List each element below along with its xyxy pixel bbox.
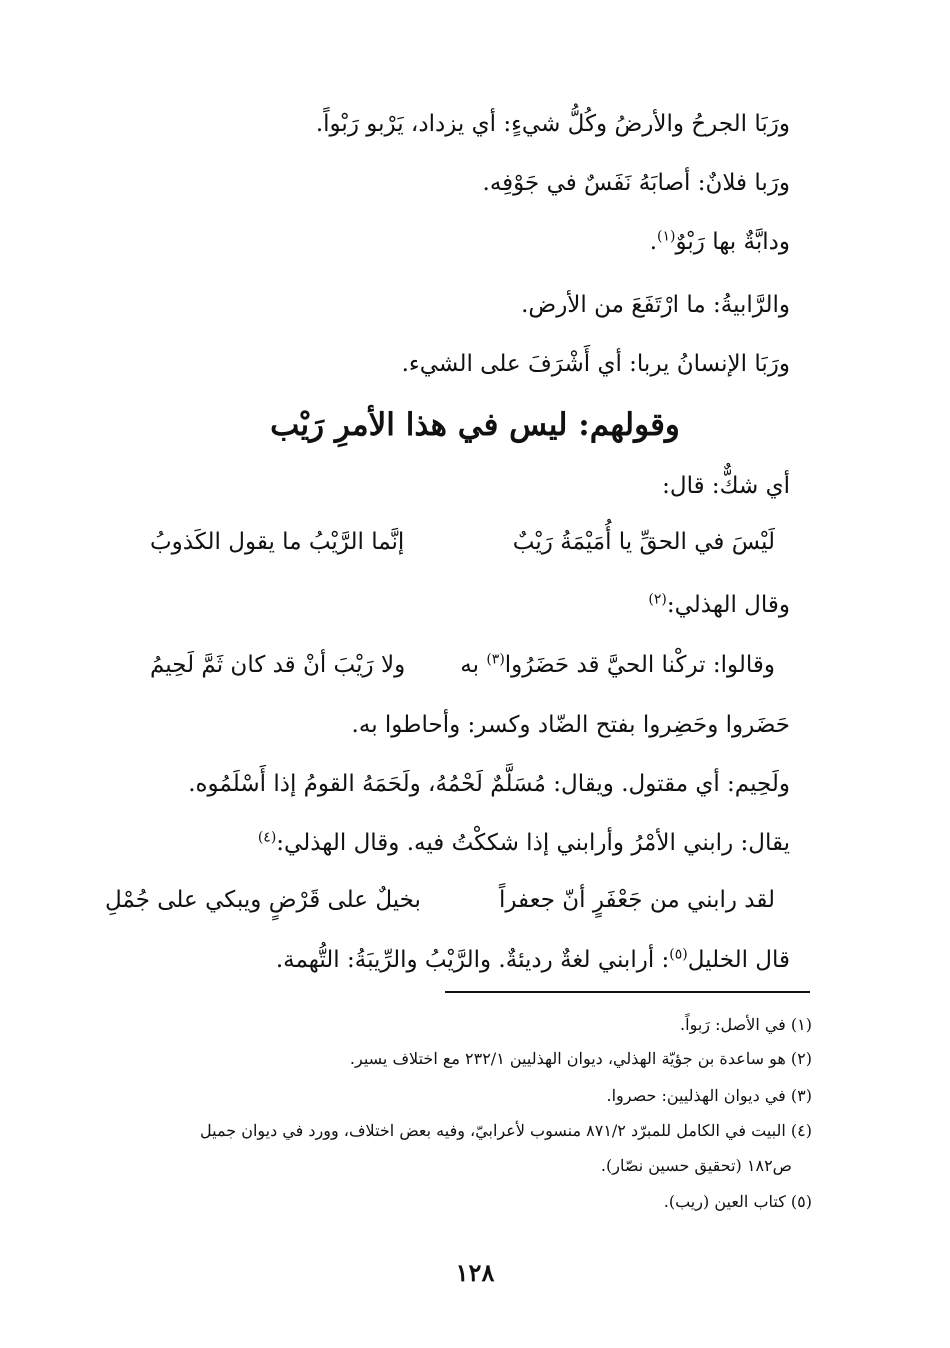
footnote-marker-5[interactable]: (٥) bbox=[669, 946, 688, 963]
footnote-4: (٤) البيت في الكامل للمبرّد ٨٧١/٢ منسوب لأعرابيّ، وفيه بعض اختلاف، وورد في ديوان جميل bbox=[200, 1121, 812, 1140]
footnote-1: (١) في الأصل: رَبواً. bbox=[680, 1015, 812, 1034]
footnote-2: (٢) هو ساعدة بن جؤيّة الهذلي، ديوان الهذليين ٢٣٢/١ مع اختلاف يسير. bbox=[349, 1049, 812, 1068]
text-line-5: ورَبَا الإنسانُ يربا: أي أَشْرَفَ على الشيء. bbox=[401, 351, 790, 377]
verse-2 bbox=[150, 645, 775, 685]
footnote-marker-4[interactable]: (٤) bbox=[257, 829, 277, 846]
verse-2-first-hemistich-end: به bbox=[460, 652, 479, 678]
verse-2-first-hemistich bbox=[460, 645, 775, 685]
footnote-marker-1[interactable]: (١) bbox=[657, 228, 676, 245]
text-line-2: ورَبا فلانٌ: أصابَهُ نَفَسٌ في جَوْفِه. bbox=[482, 170, 790, 196]
verse-1 bbox=[150, 522, 775, 562]
verse-3-first-hemistich: لقد رابني من جَعْفَرٍ أنّ جعفراً bbox=[498, 887, 775, 913]
text-line-4: والرَّابيةُ: ما ارْتَفَعَ من الأرض. bbox=[521, 292, 790, 318]
verse-1-first-hemistich: لَيْسَ في الحقِّ يا أُمَيْمَةُ رَيْبٌ bbox=[512, 529, 775, 555]
khalil-line bbox=[80, 940, 790, 980]
footnote-5: (٥) كتاب العين (ريب). bbox=[663, 1192, 812, 1211]
footnote-marker-3[interactable]: (٣) bbox=[486, 651, 505, 668]
khalil-line-start: قال الخليل bbox=[687, 947, 790, 973]
gloss-line-3 bbox=[80, 823, 790, 863]
text-line-3-end: . bbox=[649, 229, 658, 255]
verse-2-first-hemistich-text: وقالوا: تركْنا الحيَّ قد حَضَرُوا bbox=[504, 652, 775, 678]
verse-1-second-hemistich: إنَّما الرَّيْبُ ما يقول الكَذوبُ bbox=[150, 529, 405, 555]
footnote-3: (٣) في ديوان الهذليين: حصروا. bbox=[606, 1086, 812, 1105]
gloss-line-2: ولَحِيم: أي مقتول. ويقال: مُسَلَّمٌ لَحْمُهُ، ولَحَمَهُ القومُ إذا أَسْلَمُوه. bbox=[188, 771, 790, 797]
khalil-line-end: : أرابني لغةٌ رديئةٌ. والرَّيْبُ والرِّيبَةُ: التُّهمة. bbox=[275, 947, 670, 973]
section-heading: وقولهم: ليس في هذا الأمرِ رَيْب bbox=[270, 407, 680, 443]
page-number: ١٢٨ bbox=[455, 1258, 495, 1287]
hudhali-intro-line bbox=[80, 585, 790, 625]
text-line-3 bbox=[80, 222, 790, 262]
intro-line: أي شكٌّ: قال: bbox=[662, 473, 790, 499]
gloss-line-3-text: يقال: رابني الأمْرُ وأرابني إذا شككْتُ فيه. وقال الهذلي: bbox=[276, 830, 790, 856]
verse-3 bbox=[105, 880, 775, 920]
text-line-3-body: ودابَّةٌ بها رَبْوٌ bbox=[675, 229, 790, 255]
gloss-line-1: حَضَروا وحَضِروا بفتح الضّاد وكسر: وأحاطوا به. bbox=[351, 712, 790, 738]
footnote-4-continued: ص١٨٢ (تحقيق حسين نصّار). bbox=[600, 1156, 792, 1175]
footnote-marker-2[interactable]: (٢) bbox=[648, 591, 667, 608]
footnote-separator bbox=[445, 991, 810, 993]
text-line-1: ورَبَا الجرحُ والأرضُ وكُلُّ شيءٍ: أي يزداد، يَرْبو رَبْواً. bbox=[315, 111, 790, 137]
hudhali-intro-text: وقال الهذلي: bbox=[666, 592, 790, 618]
verse-2-second-hemistich: ولا رَيْبَ أنْ قد كان ثَمَّ لَحِيمُ bbox=[150, 652, 406, 678]
verse-3-second-hemistich: بخيلٌ على قَرْضٍ ويبكي على جُمْلِ bbox=[105, 887, 421, 913]
